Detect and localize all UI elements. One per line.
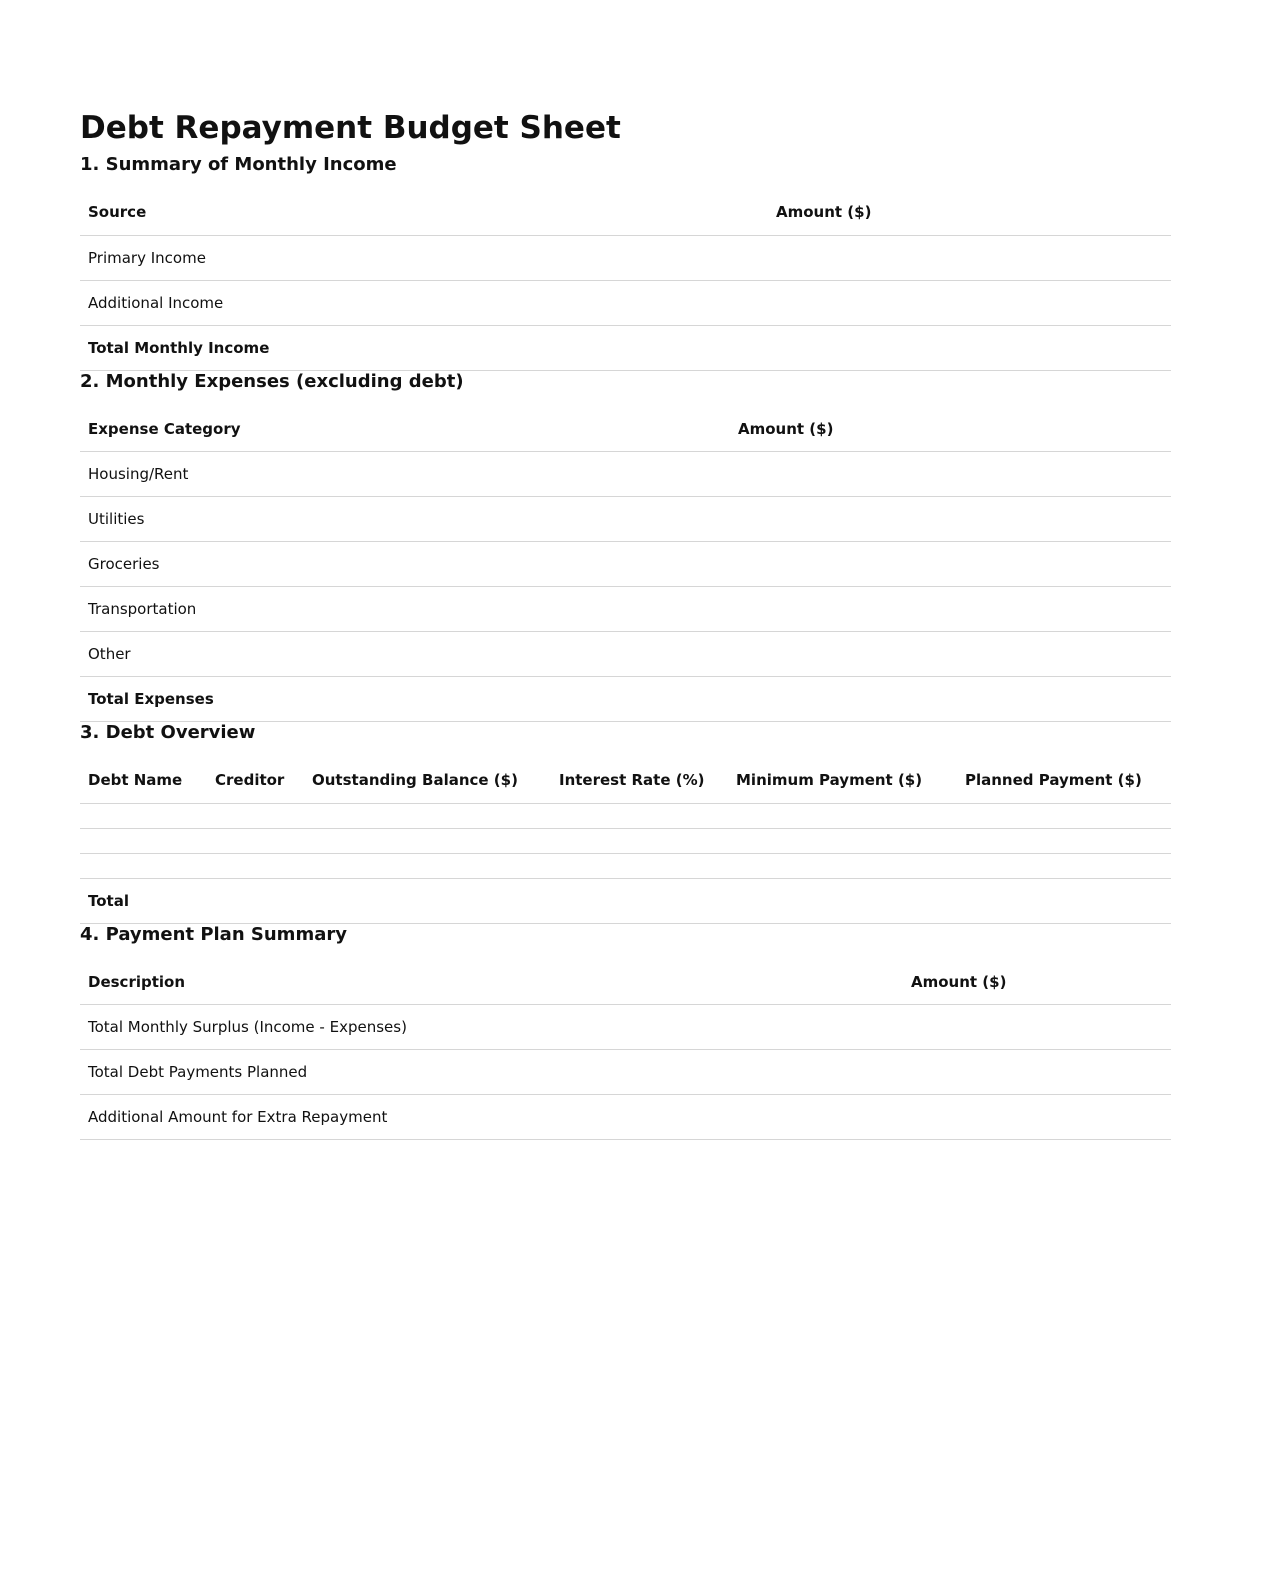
interest-rate-header: Interest Rate (%) <box>551 758 728 803</box>
expenses-header-row <box>80 407 1171 452</box>
plan-description-cell: Total Debt Payments Planned <box>80 1050 903 1095</box>
debt-row <box>80 853 1171 878</box>
outstanding-balance-cell[interactable] <box>304 828 551 853</box>
debts-table <box>80 758 1171 924</box>
debts-total-cell <box>728 878 957 923</box>
debts-total-cell <box>957 878 1171 923</box>
expense-amount-cell[interactable] <box>730 542 1171 587</box>
minimum-payment-header: Minimum Payment ($) <box>728 758 957 803</box>
minimum-payment-cell[interactable] <box>728 803 957 828</box>
expense-row <box>80 632 1171 677</box>
income-table <box>80 190 1171 371</box>
expense-amount-cell[interactable] <box>730 452 1171 497</box>
expense-row <box>80 542 1171 587</box>
income-source-cell: Primary Income <box>80 235 768 280</box>
creditor-cell[interactable] <box>207 803 304 828</box>
plan-header-row <box>80 960 1171 1005</box>
income-row <box>80 280 1171 325</box>
plan-row <box>80 1095 1171 1140</box>
planned-payment-header: Planned Payment ($) <box>957 758 1171 803</box>
debts-total-cell <box>551 878 728 923</box>
plan-amount-cell[interactable] <box>903 1005 1171 1050</box>
debt-name-cell[interactable] <box>80 803 207 828</box>
debt-row <box>80 803 1171 828</box>
expense-category-cell: Other <box>80 632 730 677</box>
plan-section-title: 4. Payment Plan Summary <box>80 923 347 945</box>
expense-category-header: Expense Category <box>80 407 730 452</box>
income-source-header: Source <box>80 190 768 235</box>
debts-total-cell <box>207 878 304 923</box>
expense-category-cell: Transportation <box>80 587 730 632</box>
debts-section-title: 3. Debt Overview <box>80 722 256 743</box>
page-title: Debt Repayment Budget Sheet <box>80 110 621 146</box>
income-total-amount[interactable] <box>768 325 1171 370</box>
plan-amount-cell[interactable] <box>903 1050 1171 1095</box>
income-section-title: 1. Summary of Monthly Income <box>80 154 397 175</box>
interest-rate-cell[interactable] <box>551 828 728 853</box>
income-source-cell: Additional Income <box>80 280 768 325</box>
debts-total-label: Total <box>80 878 207 923</box>
plan-row <box>80 1050 1171 1095</box>
minimum-payment-cell[interactable] <box>728 828 957 853</box>
debt-name-cell[interactable] <box>80 853 207 878</box>
expenses-table <box>80 407 1171 723</box>
outstanding-balance-cell[interactable] <box>304 803 551 828</box>
creditor-cell[interactable] <box>207 828 304 853</box>
income-row <box>80 235 1171 280</box>
planned-payment-cell[interactable] <box>957 803 1171 828</box>
minimum-payment-cell[interactable] <box>728 853 957 878</box>
expense-row <box>80 497 1171 542</box>
plan-amount-cell[interactable] <box>903 1095 1171 1140</box>
outstanding-balance-header: Outstanding Balance ($) <box>304 758 551 803</box>
plan-table <box>80 960 1171 1141</box>
creditor-cell[interactable] <box>207 853 304 878</box>
debt-name-header: Debt Name <box>80 758 207 803</box>
interest-rate-cell[interactable] <box>551 803 728 828</box>
debts-total-cell <box>304 878 551 923</box>
plan-row <box>80 1005 1171 1050</box>
outstanding-balance-cell[interactable] <box>304 853 551 878</box>
plan-description-cell: Additional Amount for Extra Repayment <box>80 1095 903 1140</box>
income-total-label: Total Monthly Income <box>80 325 768 370</box>
income-header-row <box>80 190 1171 235</box>
income-total-row <box>80 325 1171 370</box>
debt-name-cell[interactable] <box>80 828 207 853</box>
debt-row <box>80 828 1171 853</box>
planned-payment-cell[interactable] <box>957 853 1171 878</box>
expenses-total-label: Total Expenses <box>80 677 730 722</box>
expense-amount-cell[interactable] <box>730 587 1171 632</box>
expense-amount-cell[interactable] <box>730 632 1171 677</box>
creditor-header: Creditor <box>207 758 304 803</box>
debts-total-row <box>80 878 1171 923</box>
expenses-total-amount[interactable] <box>730 677 1171 722</box>
expenses-section-title: 2. Monthly Expenses (excluding debt) <box>80 370 464 392</box>
plan-description-cell: Total Monthly Surplus (Income - Expenses) <box>80 1005 903 1050</box>
budget-sheet <box>80 102 1171 1140</box>
expense-category-cell: Groceries <box>80 542 730 587</box>
income-amount-cell[interactable] <box>768 235 1171 280</box>
planned-payment-cell[interactable] <box>957 828 1171 853</box>
expense-amount-cell[interactable] <box>730 497 1171 542</box>
expense-category-cell: Housing/Rent <box>80 452 730 497</box>
plan-description-header: Description <box>80 960 903 1005</box>
expense-row <box>80 587 1171 632</box>
income-amount-header: Amount ($) <box>768 190 1171 235</box>
expense-category-cell: Utilities <box>80 497 730 542</box>
expense-amount-header: Amount ($) <box>730 407 1171 452</box>
plan-amount-header: Amount ($) <box>903 960 1171 1005</box>
interest-rate-cell[interactable] <box>551 853 728 878</box>
debts-header-row <box>80 758 1171 803</box>
expense-row <box>80 452 1171 497</box>
income-amount-cell[interactable] <box>768 280 1171 325</box>
expenses-total-row <box>80 677 1171 722</box>
